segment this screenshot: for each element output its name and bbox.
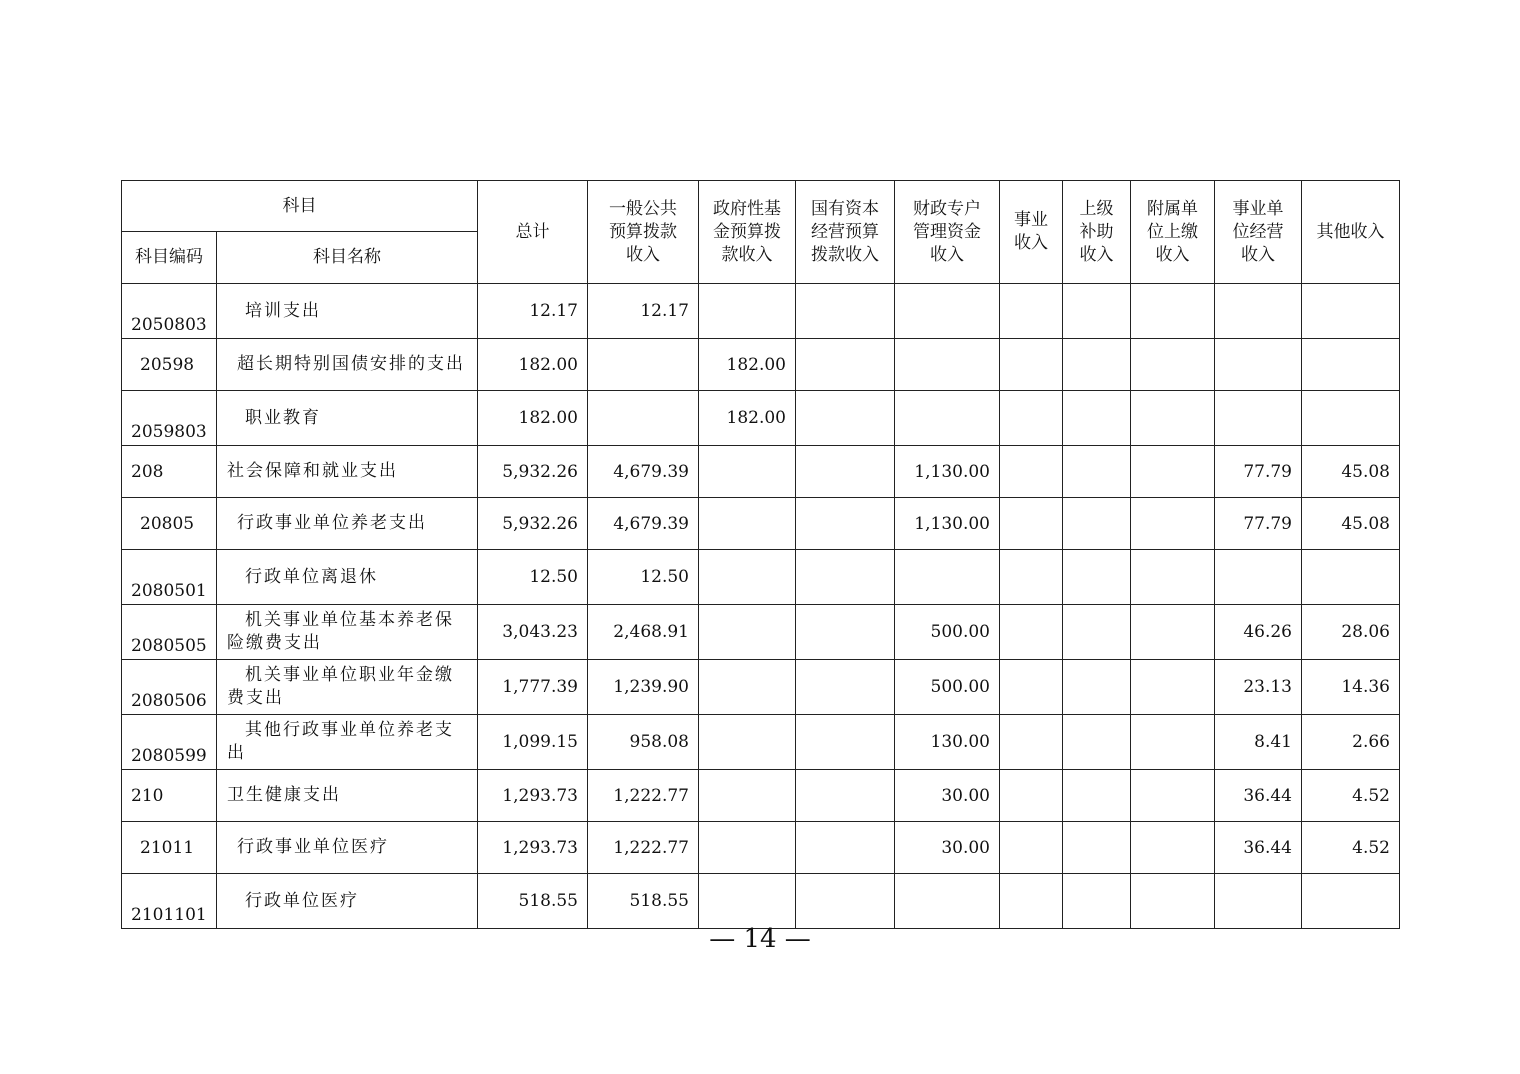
amount-cell-affiliated: [1131, 770, 1215, 822]
amount-cell-gov-fund: [699, 284, 796, 339]
amount-cell-state-capital: [796, 446, 895, 498]
table-row: [122, 446, 1400, 498]
table-row: [122, 391, 1400, 446]
subject-name-cell: 行政单位离退休: [217, 550, 478, 605]
amount-cell-general: 12.50: [588, 550, 699, 605]
amount-cell-affiliated: [1131, 660, 1215, 715]
subject-name-cell: 机关事业单位基本养老保险缴费支出: [217, 605, 478, 660]
header-line: 收入: [1079, 244, 1114, 265]
header-general-public-budget: [588, 181, 699, 284]
subject-code-cell: 2059803: [122, 391, 217, 446]
table-row: [122, 339, 1400, 391]
header-line: 位上缴: [1147, 221, 1198, 242]
header-line: 收入: [1014, 233, 1048, 253]
header-line: 国有资本: [811, 198, 879, 219]
amount-cell-general: 518.55: [588, 874, 699, 929]
header-line: 财政专户: [913, 198, 981, 219]
amount-cell-total: 1,293.73: [478, 770, 588, 822]
header-gov-fund-budget: [699, 181, 796, 284]
table-row: [122, 605, 1400, 660]
header-line: 收入: [1241, 244, 1275, 265]
amount-cell-superior: [1063, 391, 1131, 446]
header-line: 事业: [1014, 210, 1048, 230]
header-line: 政府性基: [713, 198, 781, 219]
subject-name-cell: 行政事业单位养老支出: [217, 498, 478, 550]
header-line: 上级: [1079, 198, 1114, 219]
amount-cell-fiscal-special: [895, 550, 1000, 605]
amount-cell-affiliated: [1131, 550, 1215, 605]
table-row: [122, 660, 1400, 715]
amount-cell-superior: [1063, 498, 1131, 550]
amount-cell-state-capital: [796, 715, 895, 770]
header-line: 款收入: [721, 244, 773, 265]
header-career-income: [1000, 181, 1063, 284]
amount-cell-affiliated: [1131, 391, 1215, 446]
header-operating-income: [1215, 181, 1302, 284]
budget-table-container: [121, 180, 1400, 929]
amount-cell-career: [1000, 550, 1063, 605]
amount-cell-gov-fund: [699, 660, 796, 715]
amount-cell-state-capital: [796, 822, 895, 874]
amount-cell-career: [1000, 446, 1063, 498]
amount-cell-other: 28.06: [1302, 605, 1400, 660]
amount-cell-superior: [1063, 822, 1131, 874]
amount-cell-state-capital: [796, 498, 895, 550]
amount-cell-total: 1,099.15: [478, 715, 588, 770]
amount-cell-superior: [1063, 550, 1131, 605]
header-superior-subsidy: [1063, 181, 1131, 284]
subject-name-cell: 行政单位医疗: [217, 874, 478, 929]
amount-cell-other: [1302, 339, 1400, 391]
table-row: [122, 715, 1400, 770]
header-line: 管理资金: [913, 221, 981, 242]
amount-cell-gov-fund: [699, 550, 796, 605]
amount-cell-superior: [1063, 770, 1131, 822]
amount-cell-affiliated: [1131, 446, 1215, 498]
subject-name-cell: 社会保障和就业支出: [217, 446, 478, 498]
subject-code-cell: 2101101: [122, 874, 217, 929]
amount-cell-operating: [1215, 391, 1302, 446]
amount-cell-gov-fund: [699, 822, 796, 874]
amount-cell-total: 182.00: [478, 339, 588, 391]
amount-cell-fiscal-special: 30.00: [895, 770, 1000, 822]
subject-code-cell: 210: [122, 770, 217, 822]
amount-cell-affiliated: [1131, 605, 1215, 660]
subject-code-cell: 20805: [122, 498, 217, 550]
amount-cell-affiliated: [1131, 822, 1215, 874]
header-subject-name: 科目名称: [217, 232, 478, 284]
amount-cell-general: 4,679.39: [588, 498, 699, 550]
subject-name-cell: 职业教育: [217, 391, 478, 446]
amount-cell-affiliated: [1131, 284, 1215, 339]
header-line: 金预算拨: [713, 221, 781, 242]
header-total: 总计: [478, 181, 588, 284]
subject-name-cell: 行政事业单位医疗: [217, 822, 478, 874]
amount-cell-career: [1000, 284, 1063, 339]
header-line: 经营预算: [811, 221, 879, 242]
amount-cell-superior: [1063, 284, 1131, 339]
amount-cell-other: 45.08: [1302, 498, 1400, 550]
amount-cell-general: [588, 391, 699, 446]
amount-cell-general: 1,222.77: [588, 770, 699, 822]
amount-cell-state-capital: [796, 660, 895, 715]
subject-code-cell: 2080506: [122, 660, 217, 715]
subject-code-cell: 21011: [122, 822, 217, 874]
amount-cell-fiscal-special: [895, 284, 1000, 339]
header-line: 事业单: [1232, 198, 1284, 219]
amount-cell-general: [588, 339, 699, 391]
amount-cell-operating: 8.41: [1215, 715, 1302, 770]
amount-cell-gov-fund: [699, 715, 796, 770]
header-line: 拨款收入: [811, 244, 879, 265]
amount-cell-operating: [1215, 339, 1302, 391]
amount-cell-gov-fund: [699, 446, 796, 498]
amount-cell-other: [1302, 874, 1400, 929]
amount-cell-career: [1000, 605, 1063, 660]
header-line: 收入: [930, 244, 964, 265]
amount-cell-operating: [1215, 550, 1302, 605]
amount-cell-operating: 36.44: [1215, 822, 1302, 874]
amount-cell-superior: [1063, 446, 1131, 498]
amount-cell-other: 4.52: [1302, 822, 1400, 874]
amount-cell-fiscal-special: 130.00: [895, 715, 1000, 770]
amount-cell-operating: 46.26: [1215, 605, 1302, 660]
subject-name-cell: 超长期特别国债安排的支出: [217, 339, 478, 391]
header-affiliated-unit: [1131, 181, 1215, 284]
amount-cell-general: 958.08: [588, 715, 699, 770]
header-line: 预算拨款: [609, 221, 677, 242]
amount-cell-general: 12.17: [588, 284, 699, 339]
subject-name-cell: 机关事业单位职业年金缴费支出: [217, 660, 478, 715]
header-line: 一般公共: [609, 198, 677, 219]
amount-cell-operating: 77.79: [1215, 498, 1302, 550]
amount-cell-state-capital: [796, 874, 895, 929]
table-row: [122, 874, 1400, 929]
amount-cell-total: 182.00: [478, 391, 588, 446]
amount-cell-total: 12.50: [478, 550, 588, 605]
amount-cell-state-capital: [796, 605, 895, 660]
amount-cell-career: [1000, 874, 1063, 929]
amount-cell-other: [1302, 550, 1400, 605]
amount-cell-career: [1000, 715, 1063, 770]
amount-cell-operating: [1215, 284, 1302, 339]
amount-cell-fiscal-special: [895, 874, 1000, 929]
amount-cell-affiliated: [1131, 715, 1215, 770]
subject-name-cell: 培训支出: [217, 284, 478, 339]
amount-cell-fiscal-special: 500.00: [895, 605, 1000, 660]
amount-cell-total: 3,043.23: [478, 605, 588, 660]
subject-code-cell: 2080505: [122, 605, 217, 660]
amount-cell-operating: 23.13: [1215, 660, 1302, 715]
amount-cell-general: 1,239.90: [588, 660, 699, 715]
amount-cell-other: 14.36: [1302, 660, 1400, 715]
amount-cell-affiliated: [1131, 874, 1215, 929]
header-line: 附属单: [1147, 198, 1198, 219]
subject-name-cell: 其他行政事业单位养老支出: [217, 715, 478, 770]
amount-cell-operating: [1215, 874, 1302, 929]
amount-cell-general: 4,679.39: [588, 446, 699, 498]
table-row: [122, 770, 1400, 822]
subject-code-cell: 208: [122, 446, 217, 498]
page-number: — 14 —: [709, 924, 811, 954]
amount-cell-other: [1302, 391, 1400, 446]
amount-cell-general: 1,222.77: [588, 822, 699, 874]
header-fiscal-special-account: [895, 181, 1000, 284]
amount-cell-career: [1000, 822, 1063, 874]
subject-code-cell: 2080501: [122, 550, 217, 605]
amount-cell-affiliated: [1131, 498, 1215, 550]
amount-cell-superior: [1063, 339, 1131, 391]
amount-cell-career: [1000, 660, 1063, 715]
amount-cell-gov-fund: [699, 770, 796, 822]
amount-cell-affiliated: [1131, 339, 1215, 391]
amount-cell-other: 4.52: [1302, 770, 1400, 822]
subject-code-cell: 2080599: [122, 715, 217, 770]
amount-cell-state-capital: [796, 770, 895, 822]
amount-cell-superior: [1063, 874, 1131, 929]
table-row: [122, 284, 1400, 339]
amount-cell-fiscal-special: [895, 391, 1000, 446]
table-body: [122, 284, 1400, 929]
amount-cell-other: 2.66: [1302, 715, 1400, 770]
amount-cell-superior: [1063, 715, 1131, 770]
amount-cell-state-capital: [796, 550, 895, 605]
table-row: [122, 498, 1400, 550]
header-line: 收入: [626, 244, 660, 265]
amount-cell-career: [1000, 770, 1063, 822]
header-line: 位经营: [1232, 221, 1284, 242]
header-other-income: 其他收入: [1302, 181, 1400, 284]
header-state-capital-budget: [796, 181, 895, 284]
table-row: [122, 550, 1400, 605]
amount-cell-career: [1000, 339, 1063, 391]
amount-cell-fiscal-special: 1,130.00: [895, 498, 1000, 550]
amount-cell-career: [1000, 391, 1063, 446]
header-line: 收入: [1155, 244, 1190, 265]
amount-cell-state-capital: [796, 284, 895, 339]
amount-cell-fiscal-special: [895, 339, 1000, 391]
amount-cell-operating: 77.79: [1215, 446, 1302, 498]
amount-cell-gov-fund: 182.00: [699, 391, 796, 446]
subject-name-cell: 卫生健康支出: [217, 770, 478, 822]
amount-cell-superior: [1063, 605, 1131, 660]
amount-cell-superior: [1063, 660, 1131, 715]
amount-cell-total: 1,777.39: [478, 660, 588, 715]
amount-cell-career: [1000, 498, 1063, 550]
amount-cell-other: 45.08: [1302, 446, 1400, 498]
amount-cell-other: [1302, 284, 1400, 339]
amount-cell-total: 518.55: [478, 874, 588, 929]
amount-cell-general: 2,468.91: [588, 605, 699, 660]
amount-cell-total: 1,293.73: [478, 822, 588, 874]
amount-cell-total: 12.17: [478, 284, 588, 339]
subject-code-cell: 2050803: [122, 284, 217, 339]
amount-cell-state-capital: [796, 339, 895, 391]
amount-cell-fiscal-special: 500.00: [895, 660, 1000, 715]
budget-income-table: [121, 180, 1400, 929]
amount-cell-gov-fund: [699, 874, 796, 929]
amount-cell-fiscal-special: 1,130.00: [895, 446, 1000, 498]
header-subject: 科目: [122, 181, 478, 232]
amount-cell-total: 5,932.26: [478, 498, 588, 550]
amount-cell-state-capital: [796, 391, 895, 446]
amount-cell-gov-fund: 182.00: [699, 339, 796, 391]
amount-cell-gov-fund: [699, 498, 796, 550]
amount-cell-total: 5,932.26: [478, 446, 588, 498]
subject-code-cell: 20598: [122, 339, 217, 391]
amount-cell-gov-fund: [699, 605, 796, 660]
amount-cell-operating: 36.44: [1215, 770, 1302, 822]
table-row: [122, 822, 1400, 874]
amount-cell-fiscal-special: 30.00: [895, 822, 1000, 874]
header-line: 补助: [1079, 221, 1114, 242]
header-subject-code: 科目编码: [122, 232, 217, 284]
